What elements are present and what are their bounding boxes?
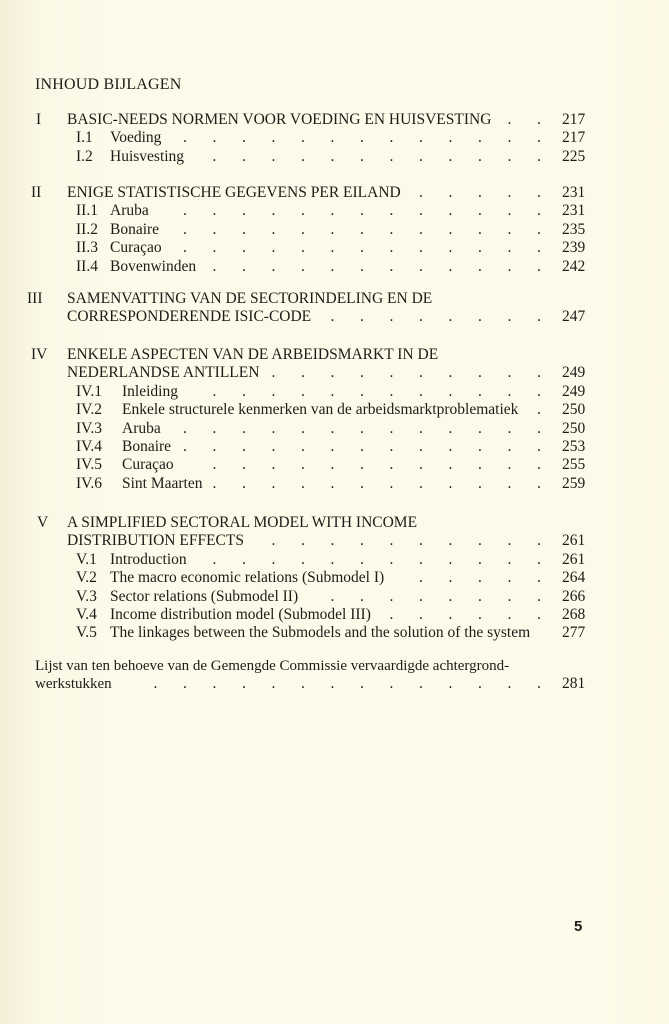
entry-page-number: 231	[562, 202, 586, 220]
entry-title: Curaçao	[110, 239, 162, 257]
toc-entry[interactable]: IV.5 Curaçao . . . . . . . . . . . . 255	[76, 456, 586, 474]
entry-title: Income distribution model (Submodel III)	[110, 606, 371, 623]
section-title: CORRESPONDERENDE ISIC-CODE	[67, 308, 312, 326]
entry-number: V.5	[76, 624, 97, 642]
section-title: BASIC-NEEDS NORMEN VOOR VOEDING EN HUISVESTING	[67, 111, 492, 128]
toc-entry[interactable]: I.2 Huisvesting . . . . . . . . . . . . 225	[76, 147, 586, 165]
entry-number: IV.4	[76, 438, 102, 455]
entry-title: Curaçao	[122, 456, 174, 474]
section-page-number: 231	[562, 184, 586, 201]
section-title: SAMENVATTING VAN DE SECTORINDELING EN DE	[67, 290, 433, 307]
page-number: 5	[574, 918, 583, 935]
toc-entry[interactable]: II.2 Bonaire . . . . . . . . . . . . . 235	[76, 220, 586, 238]
entry-number: IV.3	[76, 419, 102, 437]
section-title: ENKELE ASPECTEN VAN DE ARBEIDSMARKT IN DE	[67, 346, 439, 363]
toc-entry[interactable]: IV.3 Aruba . . . . . . . . . . . . . 250	[76, 419, 586, 437]
entry-number: II.4	[76, 257, 98, 275]
entry-page-number: 235	[562, 220, 586, 238]
section-numeral: II	[31, 184, 42, 201]
closing-entry[interactable]	[0, 656, 669, 676]
closing-page-number: 281	[562, 675, 586, 693]
entry-page-number: 225	[562, 147, 586, 165]
entry-number: IV.1	[76, 382, 102, 400]
toc-entry[interactable]: V.2 The macro economic relations (Submodel I) . . . . . 264	[76, 569, 586, 587]
entry-number: V.4	[76, 606, 97, 623]
entry-page-number: 268	[562, 606, 586, 623]
entry-page-number: 250	[562, 419, 586, 437]
toc-entry[interactable]: IV.2 Enkele structurele kenmerken van de arbeidsmarktproblematiek . 250	[76, 401, 586, 419]
entry-number: II.2	[76, 220, 98, 238]
entry-number: IV.6	[76, 474, 102, 492]
toc-entry[interactable]: IV.6 Sint Maarten . . . . . . . . . . . . 259	[76, 474, 586, 492]
page-heading: INHOUD BIJLAGEN	[35, 76, 182, 93]
entry-page-number: 259	[562, 474, 586, 492]
entry-number: V.3	[76, 587, 97, 605]
entry-page-number: 255	[562, 456, 586, 474]
entry-page-number: 239	[562, 239, 586, 257]
section-title: A SIMPLIFIED SECTORAL MODEL WITH INCOME	[67, 514, 418, 531]
section-title: NEDERLANDSE ANTILLEN	[67, 364, 260, 382]
entry-number: II.3	[76, 239, 98, 257]
section-numeral: III	[27, 290, 43, 307]
toc-entry[interactable]: I.1 Voeding . . . . . . . . . . . . . 217	[76, 129, 586, 147]
entry-page-number: 249	[562, 382, 586, 400]
closing-entry-title: werkstukken	[35, 676, 112, 693]
entry-number: I.1	[76, 129, 93, 147]
section-page-number: 217	[562, 111, 586, 128]
entry-title: The macro economic relations (Submodel I)	[110, 569, 385, 587]
entry-title: Inleiding	[122, 382, 178, 400]
section-numeral: V	[37, 514, 49, 531]
toc-entry[interactable]: V.4 Income distribution model (Submodel III) . . . . . . 268	[76, 606, 586, 623]
section-page-number: 249	[562, 364, 586, 382]
entry-title: Sint Maarten	[122, 474, 203, 492]
entry-page-number: 261	[562, 550, 586, 568]
section-title: DISTRIBUTION EFFECTS	[67, 532, 244, 550]
toc-entry[interactable]: IV.4 Bonaire . . . . . . . . . . . . . 253	[76, 438, 586, 455]
toc-entry[interactable]: V.3 Sector relations (Submodel II) . . . . . . . . 266	[76, 587, 586, 605]
entry-page-number: 264	[562, 569, 586, 587]
entry-title: Introduction	[110, 550, 187, 568]
entry-title: Sector relations (Submodel II)	[110, 587, 299, 605]
section-page-number: 247	[562, 308, 586, 326]
section-heading: I BASIC-NEEDS NORMEN VOOR VOEDING EN HUISVESTING . . 217	[36, 111, 586, 128]
entry-title: Bonaire	[110, 220, 160, 238]
toc-entry[interactable]: V.1 Introduction . . . . . . . . . . . . 261	[76, 550, 586, 568]
entry-title: Voeding	[110, 129, 162, 147]
section-page-number: 261	[562, 532, 586, 550]
entry-number: II.1	[76, 202, 98, 220]
closing-entry-title: Lijst van ten behoeve van de Gemengde Commissie vervaardigde achtergrond-	[35, 658, 510, 674]
entry-title: Aruba	[110, 202, 149, 220]
entry-title: The linkages between the Submodels and the solution of the system	[110, 624, 531, 642]
section-heading-continued: CORRESPONDERENDE ISIC-CODE . . . . . . . . 247	[67, 308, 586, 326]
closing-entry-continued: werkstukken . . . . . . . . . . . . . . 281	[35, 675, 586, 693]
section-title: ENIGE STATISTISCHE GEGEVENS PER EILAND	[67, 184, 401, 201]
entry-title: Bovenwinden	[110, 257, 197, 275]
section-heading	[0, 289, 669, 309]
toc-entry[interactable]: II.4 Bovenwinden . . . . . . . . . . . . 242	[76, 257, 586, 275]
section-heading	[0, 513, 669, 533]
section-heading-continued: DISTRIBUTION EFFECTS . . . . . . . . . . 261	[67, 532, 586, 550]
entry-title: Huisvesting	[110, 147, 185, 165]
toc-entry[interactable]	[0, 623, 669, 643]
entry-number: IV.5	[76, 456, 102, 474]
entry-title: Enkele structurele kenmerken van de arbeidsmarktproblematiek	[122, 401, 519, 419]
entry-number: V.1	[76, 550, 97, 568]
section-numeral: IV	[31, 346, 48, 363]
section-numeral: I	[36, 111, 42, 128]
entry-title: Aruba	[122, 419, 161, 437]
entry-page-number: 266	[562, 587, 586, 605]
entry-number: V.2	[76, 569, 97, 587]
toc-entry[interactable]: II.1 Aruba . . . . . . . . . . . . . 231	[76, 202, 586, 220]
entry-page-number: 217	[562, 129, 586, 147]
entry-title: Bonaire	[122, 438, 172, 455]
entry-page-number: 250	[562, 401, 586, 419]
entry-page-number: 253	[562, 438, 586, 455]
section-heading	[0, 345, 669, 365]
section-heading: II ENIGE STATISTISCHE GEGEVENS PER EILAND . . . . . 231	[31, 184, 586, 201]
section-heading-continued: NEDERLANDSE ANTILLEN . . . . . . . . . . 249	[67, 364, 586, 382]
toc-entry[interactable]: II.3 Curaçao . . . . . . . . . . . . . 239	[76, 239, 586, 257]
entry-number: I.2	[76, 147, 93, 165]
entry-page-number: 242	[562, 257, 586, 275]
toc-entry[interactable]: IV.1 Inleiding . . . . . . . . . . . . 249	[76, 382, 586, 400]
entry-number: IV.2	[76, 401, 102, 419]
entry-page-number: 277	[562, 624, 586, 642]
